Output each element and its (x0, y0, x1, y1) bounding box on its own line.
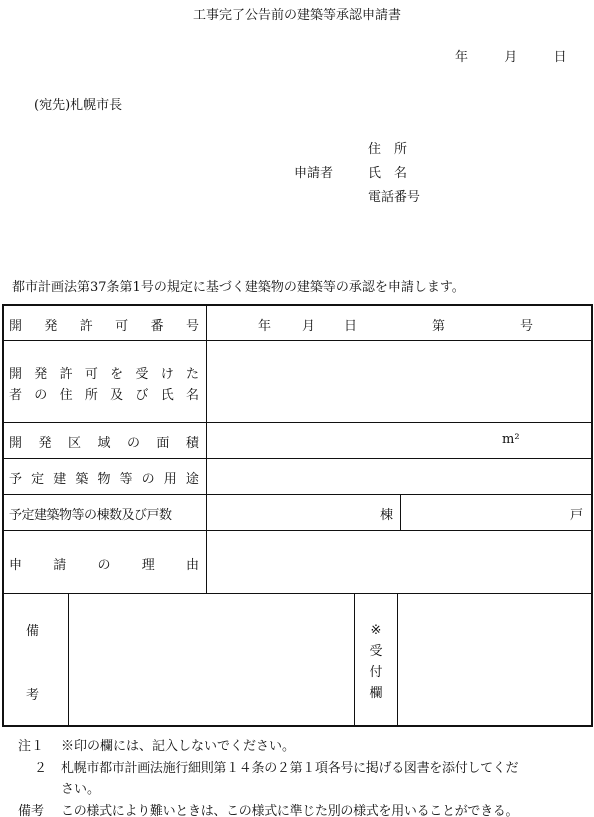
reason-field[interactable] (208, 532, 590, 592)
use-label (9, 468, 199, 487)
date-line (455, 46, 567, 65)
area-label (9, 432, 199, 451)
label-char: 請 (53, 558, 67, 573)
use-field[interactable] (208, 460, 590, 493)
label-char: 発 (44, 319, 58, 334)
row-divider (4, 340, 591, 341)
label-char: 築 (75, 472, 89, 487)
label-char: け (160, 367, 174, 382)
reception-label (362, 620, 390, 704)
label-char: 由 (185, 558, 199, 573)
permit-no-prefix: 第 (432, 319, 446, 334)
label-char: 及 (110, 388, 124, 403)
label-char: の (34, 388, 48, 403)
units-unit: 戸 (570, 508, 584, 523)
page-title: 工事完了公告前の建築等承認申請書 (192, 8, 401, 23)
permit-holder-label-line2 (9, 384, 199, 403)
label-char: 等 (119, 472, 133, 487)
column-divider (68, 593, 69, 725)
day-label: 日 (553, 50, 567, 65)
reception-char: 欄 (369, 686, 383, 701)
label-char: 域 (97, 436, 111, 451)
area-unit: m² (502, 432, 520, 447)
label-char: 名 (185, 388, 199, 403)
label-char: 氏 (160, 388, 174, 403)
reception-mark: ※ (370, 623, 382, 638)
column-divider (206, 306, 207, 593)
note-2-prefix: ２ (34, 761, 48, 776)
label-char: 理 (141, 558, 155, 573)
label-char: の (97, 558, 111, 573)
label-char: 番 (150, 319, 164, 334)
label-char: の (126, 436, 140, 451)
applicant-name-label: 氏 名 (368, 166, 408, 181)
addressee: (宛先)札幌市長 (34, 98, 123, 113)
row-divider (4, 494, 591, 495)
reason-label (9, 554, 199, 573)
label-char: 可 (84, 367, 98, 382)
units-field[interactable] (402, 496, 590, 529)
column-divider (397, 593, 398, 725)
label-char: 発 (38, 436, 52, 451)
label-char: 所 (84, 388, 98, 403)
remark-prefix: 備考 (18, 804, 45, 817)
applicant-phone-label: 電話番号 (368, 190, 421, 205)
note-1-text: ※印の欄には、記入しないでください。 (61, 739, 296, 754)
permit-date-month: 月 (302, 319, 316, 334)
reception-char: 受 (369, 644, 383, 659)
label-char: 用 (163, 472, 177, 487)
remark-text: この様式により難いときは、この様式に準じた別の様式を用いることができる。 (61, 804, 519, 817)
remarks-field[interactable] (70, 595, 353, 725)
label-char: 積 (185, 436, 199, 451)
label-char: 物 (97, 472, 111, 487)
label-char: 開 (9, 436, 23, 451)
label-char: び (135, 388, 149, 403)
permit-holder-label-line1 (9, 363, 199, 382)
note-2-text-line1: 札幌市都市計画法施行細則第１４条の２第１項各号に掲げる図書を添付してくだ (61, 761, 519, 776)
count-label: 予定建築物等の棟数及び戸数 (9, 508, 172, 523)
remarks-label-top: 備 (26, 624, 40, 639)
row-divider (4, 593, 591, 594)
label-char: の (141, 472, 155, 487)
label-char: 開 (9, 367, 23, 382)
month-label: 月 (504, 50, 518, 65)
year-label: 年 (455, 50, 469, 65)
label-char: 建 (53, 472, 67, 487)
application-form-table (2, 304, 593, 727)
label-char: 開 (9, 319, 23, 334)
label-char: 予 (9, 472, 23, 487)
permit-holder-field[interactable] (208, 342, 590, 421)
label-char: 発 (34, 367, 48, 382)
applicant-address-label: 住 所 (368, 142, 408, 157)
label-char: 受 (135, 367, 149, 382)
applicant-label: 申請者 (294, 166, 334, 181)
reception-field (399, 595, 590, 725)
label-char: 定 (31, 472, 45, 487)
column-divider (400, 494, 401, 530)
label-char: 許 (59, 367, 73, 382)
area-field[interactable] (208, 424, 590, 457)
permit-date-day: 日 (344, 319, 358, 334)
remarks-label-bottom: 考 (26, 688, 40, 703)
label-char: 途 (185, 472, 199, 487)
label-char: 面 (156, 436, 170, 451)
label-char: た (185, 367, 199, 382)
label-char: 住 (59, 388, 73, 403)
column-divider (354, 593, 355, 725)
label-char: を (110, 367, 124, 382)
label-char: 号 (185, 319, 199, 334)
label-char: 者 (9, 388, 23, 403)
row-divider (4, 422, 591, 423)
buildings-field[interactable] (208, 496, 398, 529)
permit-number-label (9, 315, 199, 334)
row-divider (4, 530, 591, 531)
label-char: 申 (9, 558, 23, 573)
permit-date-year: 年 (258, 319, 272, 334)
permit-no-suffix: 号 (520, 319, 534, 334)
row-divider (4, 458, 591, 459)
label-char: 可 (115, 319, 129, 334)
buildings-unit: 棟 (380, 508, 394, 523)
label-char: 区 (67, 436, 81, 451)
note-2-text-line2: さい。 (61, 782, 101, 797)
note-1-prefix: 注１ (18, 739, 45, 754)
reception-char: 付 (369, 665, 383, 680)
statement: 都市計画法第37条第1号の規定に基づく建築物の建築等の承認を申請します。 (12, 280, 465, 295)
permit-number-field[interactable] (208, 307, 590, 339)
label-char: 許 (79, 319, 93, 334)
